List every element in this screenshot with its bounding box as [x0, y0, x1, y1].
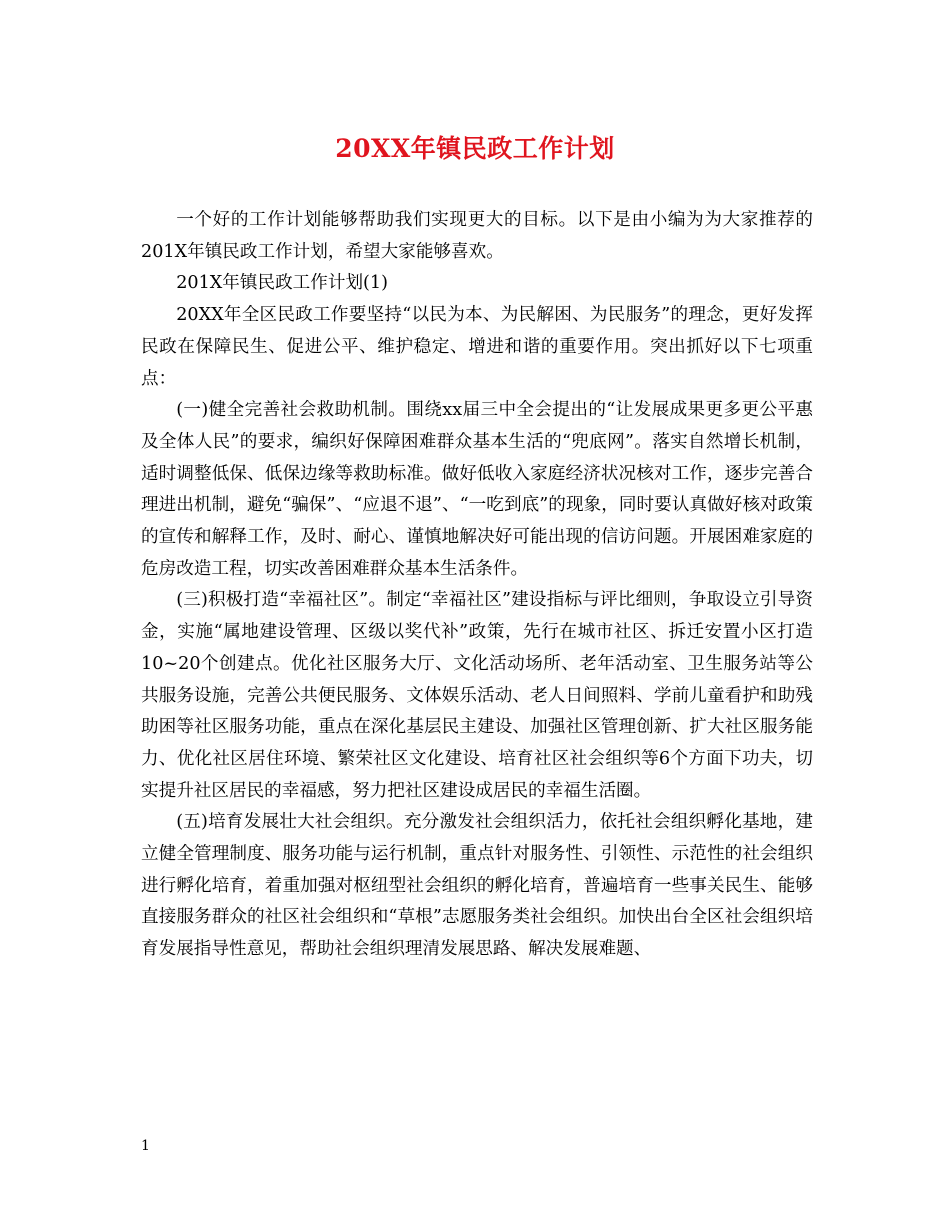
document-title: 20XX年镇民政工作计划 [335, 134, 615, 163]
document-body [141, 205, 813, 966]
paragraph-intro: 一个好的工作计划能够帮助我们实现更大的目标。以下是由小编为为大家推荐的201X年镇民政工作计划，希望大家能够喜欢。 [141, 210, 813, 262]
paragraph-item-5: (五)培育发展壮大社会组织。充分激发社会组织活力，依托社会组织孵化基地，建立健全管理制度、服务功能与运行机制，重点针对服务性、引领性、示范性的社会组织进行孵化培育，着重加强对枢纽型社会组织的孵化培育，普遍培育一些事关民生、能够直接服务群众的社区社会组织和“草根”志愿服务类社会组织。加快出台全区社会组织培育发展指导性意见，帮助社会组织理清发展思路、解决发展难题、 [141, 812, 813, 960]
paragraph-item-1: (一)健全完善社会救助机制。围绕xx届三中全会提出的“让发展成果更多更公平惠及全体人民”的要求，编织好保障困难群众基本生活的“兜底网”。落实自然增长机制，适时调整低保、低保边缘等救助标准。做好低收入家庭经济状况核对工作，逐步完善合理进出机制，避免“骗保”、“应退不退”、“一吃到底”的现象，同时要认真做好核对政策的宣传和解释工作，及时、耐心、谨慎地解决好可能出现的信访问题。开展困难家庭的危房改造工程，切实改善困难群众基本生活条件。 [141, 400, 813, 579]
paragraph-subtitle: 201X年镇民政工作计划(1) [176, 273, 388, 294]
paragraph-overview: 20XX年全区民政工作要坚持“以民为本、为民解困、为民服务”的理念，更好发挥民政在保障民生、促进公平、维护稳定、增进和谐的重要作用。突出抓好以下七项重点： [141, 305, 813, 389]
page-number: 1 [141, 1138, 150, 1154]
paragraph-item-3: (三)积极打造“幸福社区”。制定“幸福社区”建设指标与评比细则，争取设立引导资金，实施“属地建设管理、区级以奖代补”政策，先行在城市社区、拆迁安置小区打造10~20个创建点。优化社区服务大厅、文化活动场所、老年活动室、卫生服务站等公共服务设施，完善公共便民服务、文体娱乐活动、老人日间照料、学前儿童看护和助残助困等社区服务功能，重点在深化基层民主建设、加强社区管理创新、扩大社区服务能力、优化社区居住环境、繁荣社区文化建设、培育社区社会组织等6个方面下功夫，切实提升社区居民的幸福感，努力把社区建设成居民的幸福生活圈。 [141, 590, 813, 801]
